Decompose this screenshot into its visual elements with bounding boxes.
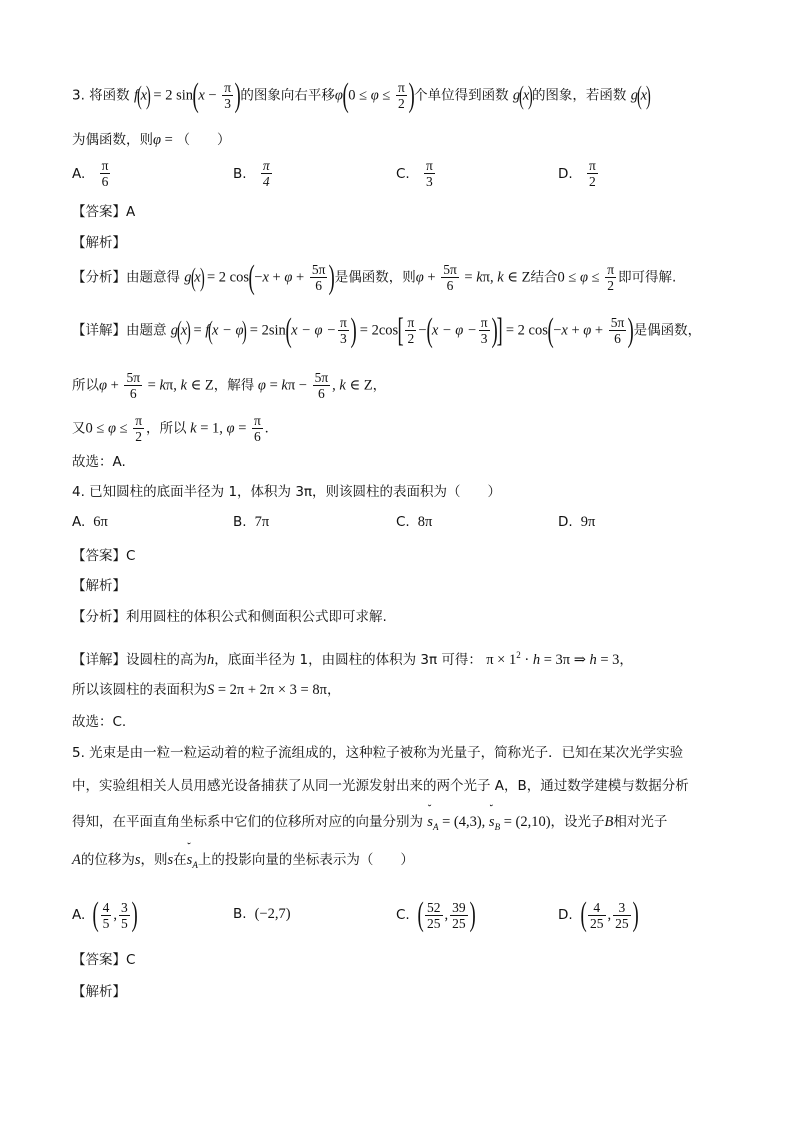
q4-detail: 【详解】设圆柱的高为h，底面半径为 1，由圆柱的体积为 3π 可得： $\pi \times 1^2 \cdot h = 3\pi$ ⇒ h = 3， [72, 650, 633, 668]
q3-option-b: B. $\frac{\pi}{4}$ [233, 158, 270, 189]
q3-analysis: 【分析】由题意得 g(x) = 2 cos(−x + φ + $\frac{5\pi}{6}$ )是偶函数，则φ + $\frac{5\pi}{6}$ = kπ, k ∈ Z结合0 ≤ φ ≤ $\frac{\pi}{2}$ 即可得解. [72, 258, 677, 296]
q3-choice: 故选：A. [72, 454, 126, 470]
q3-jiexi: 【解析】 [72, 235, 126, 251]
q5-option-b: B. (−2,7) [233, 906, 291, 922]
q4-option-c: C. 8π [396, 514, 433, 530]
q3-option-c: C. $\frac{\pi}{3}$ [396, 158, 433, 189]
q5-stem-line1: 5. 光束是由一粒一粒运动着的粒子流组成的，这种粒子被称为光量子，简称光子．已知在某次光学实验 [72, 745, 684, 761]
q3-option-d: D. $\frac{\pi}{2}$ [558, 158, 596, 189]
q3-solve-line: 所以φ + $\frac{5\pi}{6}$ = kπ, k ∈ Z，解得 φ = kπ − $\frac{5\pi}{6}$ , k ∈ Z， [72, 370, 387, 401]
q4-stem: 4. 已知圆柱的底面半径为 1，体积为 3π，则该圆柱的表面积为（ ） [72, 484, 502, 500]
q3-option-a: A. $\frac{\pi}{6}$ [72, 158, 109, 189]
q3-stem-line2: 为偶函数，则φ = （ ） [72, 132, 231, 148]
q3-stem-line1: 3. 将函数 f(x) = 2 sin(x − $\frac{\pi}{3}$ )的图象向右平移φ(0 ≤ φ ≤ $\frac{\pi}{2}$ )个单位得到函数 g(x)的图象，若函数 g(x) [72, 76, 651, 114]
q4-analysis: 【分析】利用圆柱的体积公式和侧面积公式即可求解. [72, 609, 387, 625]
q5-jiexi: 【解析】 [72, 984, 126, 1000]
q5-stem-line2: 中，实验组相关人员用感光设备捕获了从同一光源发射出来的两个光子 A，B，通过数学建模与数据分析 [72, 778, 689, 794]
q4-option-d: D. 9π [558, 514, 596, 530]
q4-option-a: A. 6π [72, 514, 108, 530]
q4-option-b: B. 7π [233, 514, 270, 530]
q5-option-d: D. ( $\frac{4}{25}$ , $\frac{3}{25}$ ) [558, 896, 639, 933]
q3-detail: 【详解】由题意 g(x) = f(x − φ) = 2sin(x − φ − $\frac{\pi}{3}$ ) = 2cos[ $\frac{\pi}{2}$ −(x − φ − $\frac{\pi}{3}$ )] = 2 cos(−x + φ + $\frac{5\pi}{6}$ )是偶函数， [72, 311, 702, 349]
q4-answer: 【答案】C [72, 548, 136, 564]
q5-option-a: A. ( $\frac{4}{5}$ , $\frac{3}{5}$ ) [72, 896, 138, 933]
q4-choice: 故选：C. [72, 714, 127, 730]
q5-stem-line4: A的位移为s，则s在̆̆ $s_A$上的投影向量的坐标表示为（ ） [72, 850, 414, 875]
q5-option-c: C. ( $\frac{52}{25}$ , $\frac{39}{25}$ ) [396, 896, 476, 933]
q5-stem-line3: 得知，在平面直角坐标系中它们的位移所对应的向量分别为 ̆̆ $s_A = (4,3)$, ̆̆ $s_B = (2,10)$，设光子B相对光子 [72, 812, 667, 837]
q5-answer: 【答案】C [72, 952, 136, 968]
q3-answer: 【答案】A [72, 204, 136, 220]
q4-jiexi: 【解析】 [72, 578, 126, 594]
q3-k-line: 又0 ≤ φ ≤ $\frac{\pi}{2}$ ，所以 k = 1, φ = $\frac{\pi}{6}$ . [72, 413, 269, 444]
q4-surface: 所以该圆柱的表面积为S = 2π + 2π × 3 = 8π， [72, 682, 341, 698]
